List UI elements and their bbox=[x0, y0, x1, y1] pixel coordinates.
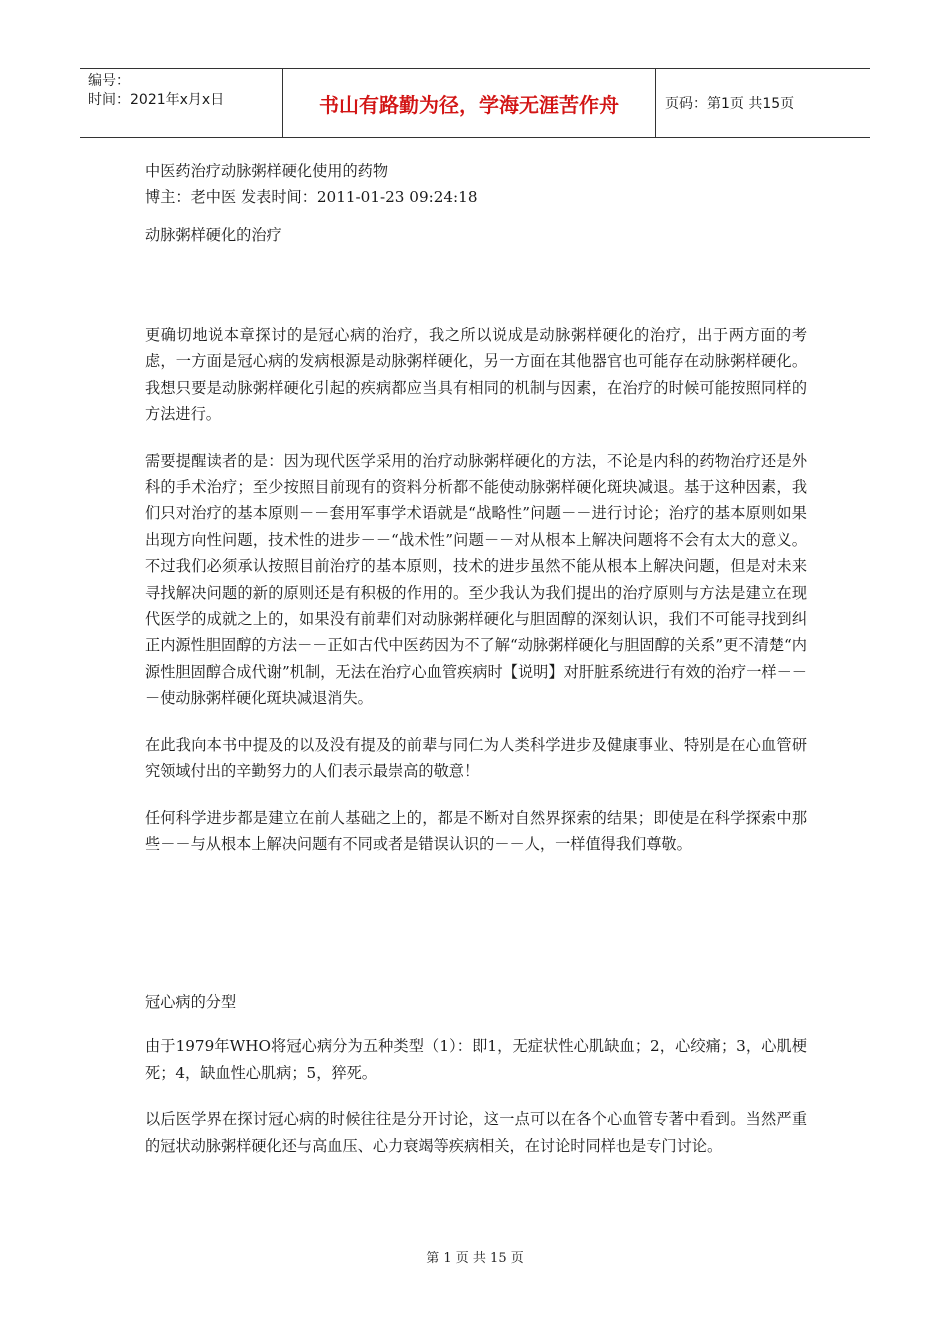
header-meta bbox=[80, 69, 282, 137]
article-title: 中医药治疗动脉粥样硬化使用的药物 bbox=[145, 162, 388, 180]
article-body bbox=[145, 158, 807, 1159]
paragraph-4: 任何科学进步都是建立在前人基础之上的，都是不断对自然界探索的结果；即使是在科学探索中那些－－与从根本上解决问题有不同或者是错误认识的－－人，一样值得我们尊敬。 bbox=[145, 808, 807, 853]
page-footer: 第 1 页 共 15 页 bbox=[426, 1251, 524, 1266]
number-label: 编号： bbox=[88, 73, 130, 89]
time-label: 时间：2021年x月x日 bbox=[88, 92, 225, 108]
header-motto-cell bbox=[282, 69, 656, 137]
section-heading-classification: 冠心病的分型 bbox=[145, 993, 237, 1012]
header-page-info: 页码：第1页 共15页 bbox=[665, 96, 795, 112]
page-header bbox=[80, 68, 870, 138]
paragraph-3: 在此我向本书中提及的以及没有提及的前辈与同仁为人类科学进步及健康事业、特别是在心血管研究领域付出的辛勤努力的人们表示最崇高的敬意！ bbox=[145, 735, 807, 781]
paragraph-5: 由于1979年WHO将冠心病分为五种类型（1）：即1，无症状性心肌缺血；2，心绞痛；3，心肌梗死；4，缺血性心肌病；5，猝死。 bbox=[145, 1037, 807, 1082]
article-byline: 博主：老中医 发表时间：2011-01-23 09:24:18 bbox=[145, 188, 478, 206]
paragraph-2: 需要提醒读者的是：因为现代医学采用的治疗动脉粥样硬化的方法，不论是内科的药物治疗还是外科的手术治疗；至少按照目前现有的资料分析都不能使动脉粥样硬化斑块减退。基于这种因素，我们只对治疗的基本原则－－套用军事学术语就是“战略性”问题－－进行讨论；治疗的基本原则如果出现方向性问题，技术性的进步－－“战术性”问题－－对从根本上解决问题将不会有太大的意义。不过我们必须承认按照目前治疗的基本原则，技术的进步虽然不能从根本上解决问题，但是对未来寻找解决问题的新的原则还是有积极的作用的。至少我认为我们提出的治疗原则与方法是建立在现代医学的成就之上的，如果没有前辈们对动脉粥样硬化与胆固醇的深刻认识，我们不可能寻找到纠正内源性胆固醇的方法－－正如古代中医药因为不了解“动脉粥样硬化与胆固醇的关系”更不清楚“内源性胆固醇合成代谢”机制，无法在治疗心血管疾病时【说明】对肝脏系统进行有效的治疗一样－－－使动脉粥样硬化斑块减退消失。 bbox=[145, 451, 807, 708]
section-heading-treatment: 动脉粥样硬化的治疗 bbox=[145, 226, 282, 244]
paragraph-1: 更确切地说本章探讨的是冠心病的治疗，我之所以说成是动脉粥样硬化的治疗，出于两方面的考虑，一方面是冠心病的发病根源是动脉粥样硬化，另一方面在其他器官也可能存在动脉粥样硬化。我想只要是动脉粥样硬化引起的疾病都应当具有相同的机制与因素，在治疗的时候可能按照同样的方法进行。 bbox=[145, 326, 807, 424]
header-motto: 书山有路勤为径，学海无涯苦作舟 bbox=[319, 92, 619, 117]
paragraph-6: 以后医学界在探讨冠心病的时候往往是分开讨论，这一点可以在各个心血管专著中看到。当然严重的冠状动脉粥样硬化还与高血压、心力衰竭等疾病相关，在讨论时同样也是专门讨论。 bbox=[145, 1110, 807, 1155]
